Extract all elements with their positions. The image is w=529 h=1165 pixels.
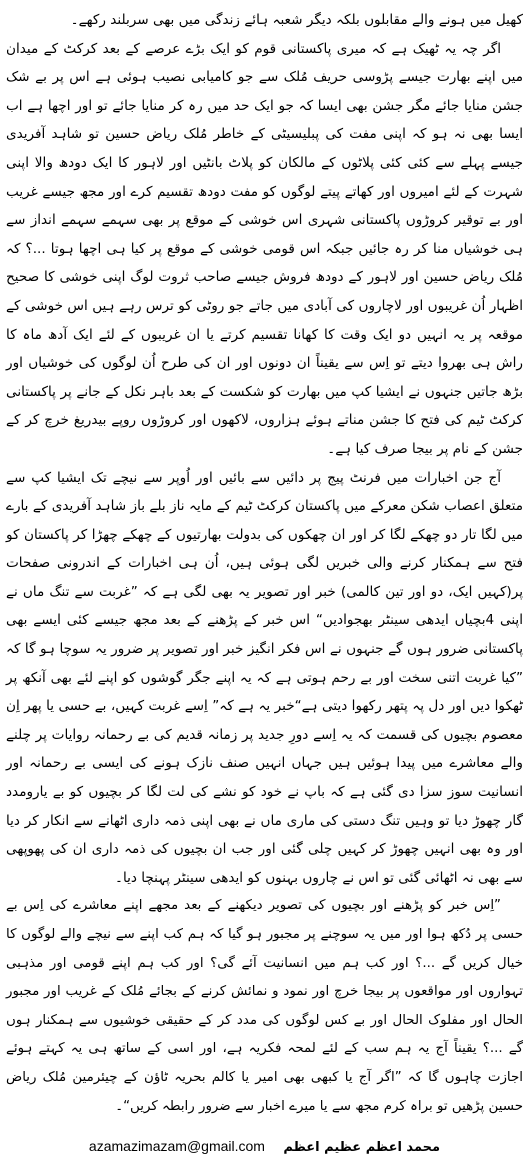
author-email: azamazimazam@gmail.com [88,1138,265,1154]
author-name: محمد اعظم عظیم اعظم [283,1140,441,1155]
author-signature [0,1131,529,1161]
article-paragraph-conclusion: ”اِس خبر کو پڑھنے اور بچیوں کی تصویر دیکھنے کے بعد مجھے اپنے معاشرے کی اِس بے حسی پر دُکھ ہوا اور میں یہ سوچنے پر مجبور ہو گیا کہ ہم کب اپنے سے نیچے والے لوگوں کا خیال کریں گے ...؟ اور کب ہم میں انسانیت آئے گی؟ اور کب ہم اپنے قومی اور مذہبی تہواروں اور مواقعوں پر بیجا خرچ اور نمود و نمائش کرنے کے بجائے مُلک کے غریب اور مجبور الحال اور مفلوک الحال اور بے کس لوگوں کی مدد کر کے حقیقی خوشیوں سے ہمکنار ہوں گے ...؟ یقیناً آج یہ ہم سب کے لئے لمحہ فکریہ ہے، اور اسی کے ساتھ ہی یہ کہتے ہوئے اجازت چاہوں گا کہ ”اگر آج یا کبھی بھی امیر یا کالم بحریہ ٹاؤن کے چیئرمین مُلک ریاض حسین پڑھیں تو براہ کرم مجھ سے یا میرے اخبار سے ضرور رابطہ کریں“۔ [6,898,523,1114]
article-paragraph-news: آج جن اخبارات میں فرنٹ پیج پر دائیں سے بائیں اور اُوپر سے نیچے تک ایشیا کپ سے متعلق اعصاب شکن معرکے میں پاکستان کرکٹ ٹیم کے مایہ ناز بلے باز شاہد آفریدی کے بارے میں لگا تار دو چھکے لگا کر اور ان چھکوں کی بدولت بھارتیوں کے چھکے چھڑا کر پاکستان کو فتح سے ہمکنار کرنے والی خبریں لگی ہوئی ہیں، اُن ہی اخبارات کے اندرونی صفحات پر(کہیں ایک، دو اور تین کالمی) خبر اور تصویر یہ بھی لگی ہے کہ ”غربت سے تنگ ماں نے اپنی 4بچیاں ایدھی سینٹر بھجوادیں“ اس خبر کے پڑھنے کے بعد مجھ جیسے کئی ایسے بھی پاکستانی ضرور ہوں گے جنہوں نے اس فکر انگیز خبر اور تصویر پر ضرور یہ سوچا ہو گا کہ ”کیا غربت اتنی سخت اور بے رحم ہوتی ہے کہ یہ اپنے جگر گوشوں کو اپنے لئے بھی آنکھ پر ٹھکوا دیں اور دل پہ پتھر رکھوا دیتی ہے“خبر یہ ہے کہ” اِسے غربت کہیں، بے حسی یا پھر اِن معصوم بچیوں کی قسمت کہ یہ اِسے دورِ جدید پر زمانہ قدیم کی بے رحمانہ روایات پر چلنے والے معاشرے میں پیدا ہوئیں ہیں جہاں انہیں صنف نازک ہونے کی ایسی بے رحمانہ اور انسانیت سوز سزا دی گئی ہے کہ باپ نے خود کو نشے کی لت لگا کر بچیوں کو بے یارومدد گار چھوڑ دیا تو وہیں تنگ دستی کی ماری ماں نے بھی اپنی ذمہ داری اٹھانے سے انکار کر دیا اور وہ بھی انہیں چھوڑ کر کہیں چلی گئی اور جب ان بچیوں کی ذمہ داری ان کی پھوپھی سے بھی نہ اٹھائی گئی تو اس نے چاروں بہنوں کو ایدھی سینٹر پہنچا دیا۔ [6,469,523,886]
article-body [6,6,523,1121]
article-paragraph-celebration: اگر چہ یہ ٹھیک ہے کہ میری پاکستانی قوم کو ایک بڑے عرصے کے بعد کرکٹ کے میدان میں اپنے بھارت جیسے پڑوسی حریف مُلک سے جو کامیابی نصیب ہوئی ہے اس پر بے شک جشن منایا جائے مگر جشن بھی ایسا کہ جو ایک حد میں رہ کر منایا جائے تو اور اچھا ہے اب ایسا بھی نہ ہو کہ اپنی مفت کی پبلیسیٹی کے خاطر مُلک ریاض حسین تو شاہد آفریدی جیسے پہلے سے کئی کئی پلاٹوں کے مالکان کو پلاٹ بانٹیں اور لاہور کا ایک دودھ والا اپنی شہرت کے لئے امیروں اور کھاتے پیتے لوگوں کو مفت دودھ تقسیم کرے اور مجھ جیسے غریب اور بے توقیر کروڑوں پاکستانی شہری اس خوشی کے موقع پر بھی سہمے سہمے انداز سے ہی خوشیاں منا کر رہ جائیں جبکہ اس قومی خوشی کے موقع پر کیا ہی اچھا ہوتا ...؟ کہ مُلک ریاض حسین اور لاہور کے دودھ فروش جیسے صاحب ثروت لوگ اپنی خوشی کا صحیح اظہار اُن غریبوں اور لاچاروں کی آبادی میں جاتے جو روٹی کو ترس رہے ہیں اس خوشی کے موقعہ پر یہ انہیں دو ایک وقت کا کھانا تقسیم کرتے یا ان غریبوں کے لئے ایک آدھ ماہ کا راش ہی بھروا دیتے تو اِس سے یقیناً ان دونوں اور ان کی طرح اُن لوگوں کی خوشیاں اور بڑھ جاتیں جنہوں نے ایشیا کپ میں بھارت کو شکست کے بعد باہر نکل کے جانے پر پاکستانی کرکٹ ٹیم کی فتح کا جشن مناتے ہوئے ہزاروں، لاکھوں اور کروڑوں روپے بیدریغ خرچ کر کے جشن کے نام پر بیجا صرف کیا ہے۔ [6,40,523,457]
article-paragraph-intro: کھیل میں ہونے والے مقابلوں بلکہ دیگر شعبہ ہائے زندگی میں بھی سربلند رکھے۔ [70,12,523,28]
